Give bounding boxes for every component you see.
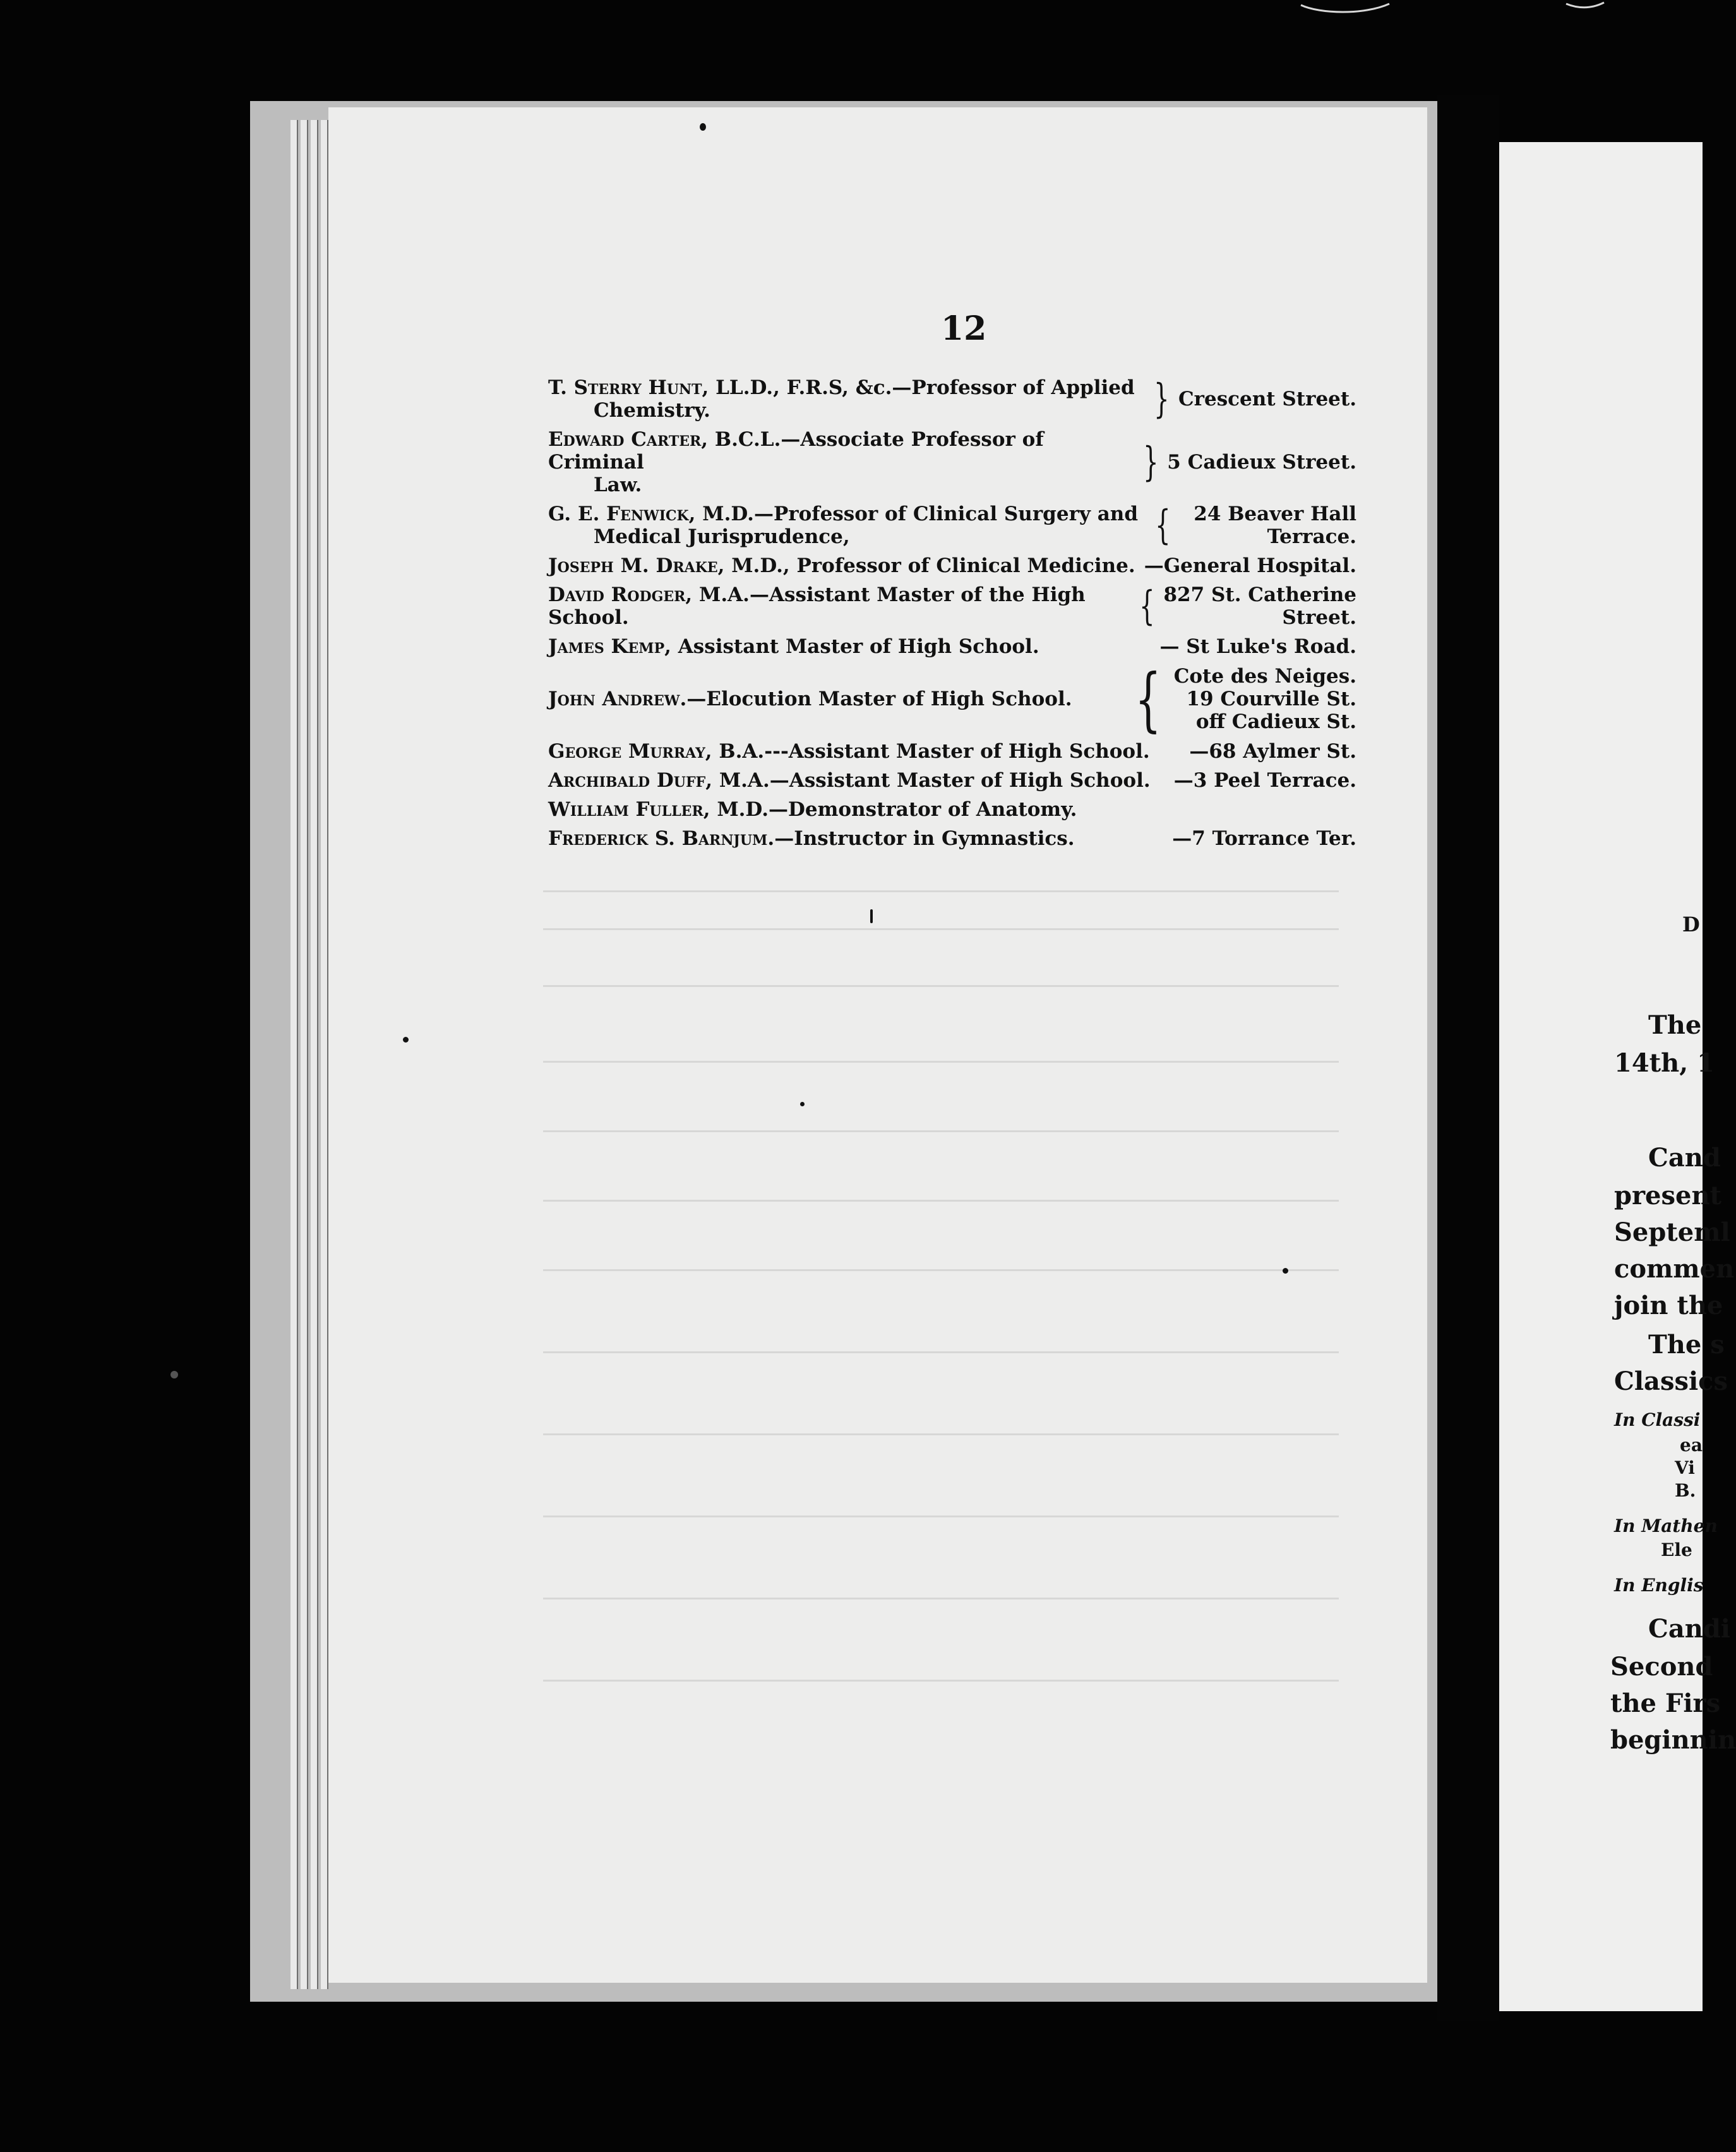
- staff-title: LL.D., F.R.S, &c.—Professor of Applied: [709, 376, 1135, 399]
- staff-title: B.A.---Assistant Master of High School.: [712, 740, 1150, 763]
- right-page-fragment: Septeml: [1614, 1217, 1730, 1247]
- staff-name: Joseph M. Drake,: [548, 554, 725, 577]
- staff-title: M.D., Professor of Clinical Medicine.: [724, 554, 1135, 577]
- speck: [870, 909, 873, 923]
- staff-title: M.D.—Professor of Clinical Surgery and: [695, 503, 1139, 525]
- right-page-fragment: Second: [1610, 1652, 1713, 1682]
- staff-address: 5 Cadieux Street.: [1167, 451, 1356, 474]
- right-page-fragment: Vi: [1675, 1457, 1695, 1478]
- roster-entry: [548, 740, 1356, 763]
- staff-title: —Instructor in Gymnastics.: [774, 827, 1075, 850]
- staff-name: T. Sterry Hunt,: [548, 376, 709, 399]
- staff-name: Edward Carter,: [548, 428, 709, 451]
- roster-entry: [548, 798, 1356, 821]
- staff-address: 24 Beaver Hall: [1194, 503, 1356, 525]
- book-gutter: [1437, 95, 1499, 2021]
- staff-address: —3 Peel Terrace.: [1173, 769, 1356, 792]
- staff-address: — St Luke's Road.: [1159, 635, 1356, 658]
- staff-name: Frederick S. Barnjum.: [548, 827, 775, 850]
- staff-address-cont: Street.: [1282, 606, 1356, 629]
- staff-address-cont: Terrace.: [1267, 525, 1356, 548]
- speck: [1283, 1268, 1288, 1274]
- right-page-fragment: ea: [1680, 1435, 1703, 1456]
- right-page-fragment: Cand: [1648, 1143, 1721, 1173]
- staff-name: George Murray,: [548, 740, 712, 763]
- staff-address: 827 St. Catherine: [1163, 583, 1356, 606]
- staff-address: —7 Torrance Ter.: [1172, 827, 1356, 850]
- staff-title: —Elocution Master of High School.: [686, 688, 1072, 710]
- staff-address-cont: 19 Courville St.: [1186, 688, 1356, 710]
- right-page-fragment: The: [1648, 1010, 1702, 1040]
- brace: {: [1155, 502, 1171, 549]
- staff-title-cont: Law.: [594, 474, 642, 496]
- right-page-fragment: join the: [1614, 1291, 1723, 1320]
- right-page-fragment: In Englis: [1614, 1575, 1704, 1596]
- right-page-fragment: Candi: [1648, 1614, 1730, 1644]
- staff-title: B.C.L.—Associate Professor of Criminal: [548, 428, 1044, 474]
- staff-title: M.A.—Assistant Master of High School.: [712, 769, 1151, 792]
- right-page-fragment: In Classi: [1614, 1409, 1701, 1430]
- staff-address: —General Hospital.: [1144, 554, 1356, 577]
- right-page-fragment: D: [1682, 912, 1700, 936]
- staff-name: William Fuller,: [548, 798, 710, 821]
- roster-entry: [548, 635, 1356, 658]
- staff-address: Crescent Street.: [1178, 388, 1356, 410]
- staff-address: Cote des Neiges.: [1173, 665, 1356, 688]
- speck: [700, 123, 706, 131]
- roster-entry: [548, 769, 1356, 792]
- right-page-fragment: In Mathen: [1614, 1515, 1718, 1536]
- staff-title: M.D.—Demonstrator of Anatomy.: [710, 798, 1077, 821]
- right-page-fragment: The s: [1648, 1330, 1725, 1360]
- roster-entry: [548, 554, 1356, 577]
- brace: {: [1139, 583, 1155, 630]
- staff-name: John Andrew.: [548, 688, 687, 710]
- staff-name: G. E. Fenwick,: [548, 503, 696, 525]
- speck: [403, 1037, 409, 1043]
- right-page-fragment: the Firs: [1610, 1689, 1721, 1718]
- staff-roster: [548, 376, 1356, 856]
- staff-title: Assistant Master of High School.: [671, 635, 1039, 658]
- staff-address: —68 Aylmer St.: [1189, 740, 1356, 763]
- right-page-fragment: present: [1614, 1181, 1722, 1210]
- page-number: 12: [941, 309, 987, 348]
- roster-entry: [548, 583, 1356, 629]
- roster-entry: [548, 428, 1356, 496]
- right-page-fragment: Ele: [1661, 1539, 1692, 1560]
- roster-entry: [548, 827, 1356, 850]
- staff-title: M.A.—Assistant Master of the High School.: [548, 583, 1086, 629]
- right-page-fragment: 14th, 1: [1614, 1048, 1715, 1078]
- roster-entry: [548, 503, 1356, 548]
- roster-entry: [548, 659, 1356, 739]
- staff-name: David Rodger,: [548, 583, 693, 606]
- right-page-fragment: B.: [1675, 1480, 1696, 1501]
- right-page-fragment: Classics: [1614, 1366, 1728, 1396]
- staff-name: James Kemp,: [548, 635, 671, 658]
- staff-title-cont: Medical Jurisprudence,: [594, 525, 850, 548]
- roster-entry: [548, 376, 1356, 422]
- right-page-fragment: beginnin: [1610, 1725, 1736, 1755]
- speck: [800, 1102, 805, 1106]
- brace: {: [1134, 659, 1161, 739]
- staff-title-cont: Chemistry.: [594, 399, 710, 422]
- staff-name: Archibald Duff,: [548, 769, 713, 792]
- right-page-fragment: commen: [1614, 1254, 1735, 1284]
- brace: }: [1142, 439, 1159, 486]
- staff-address-cont: off Cadieux St.: [1195, 710, 1356, 733]
- brace: }: [1154, 376, 1170, 422]
